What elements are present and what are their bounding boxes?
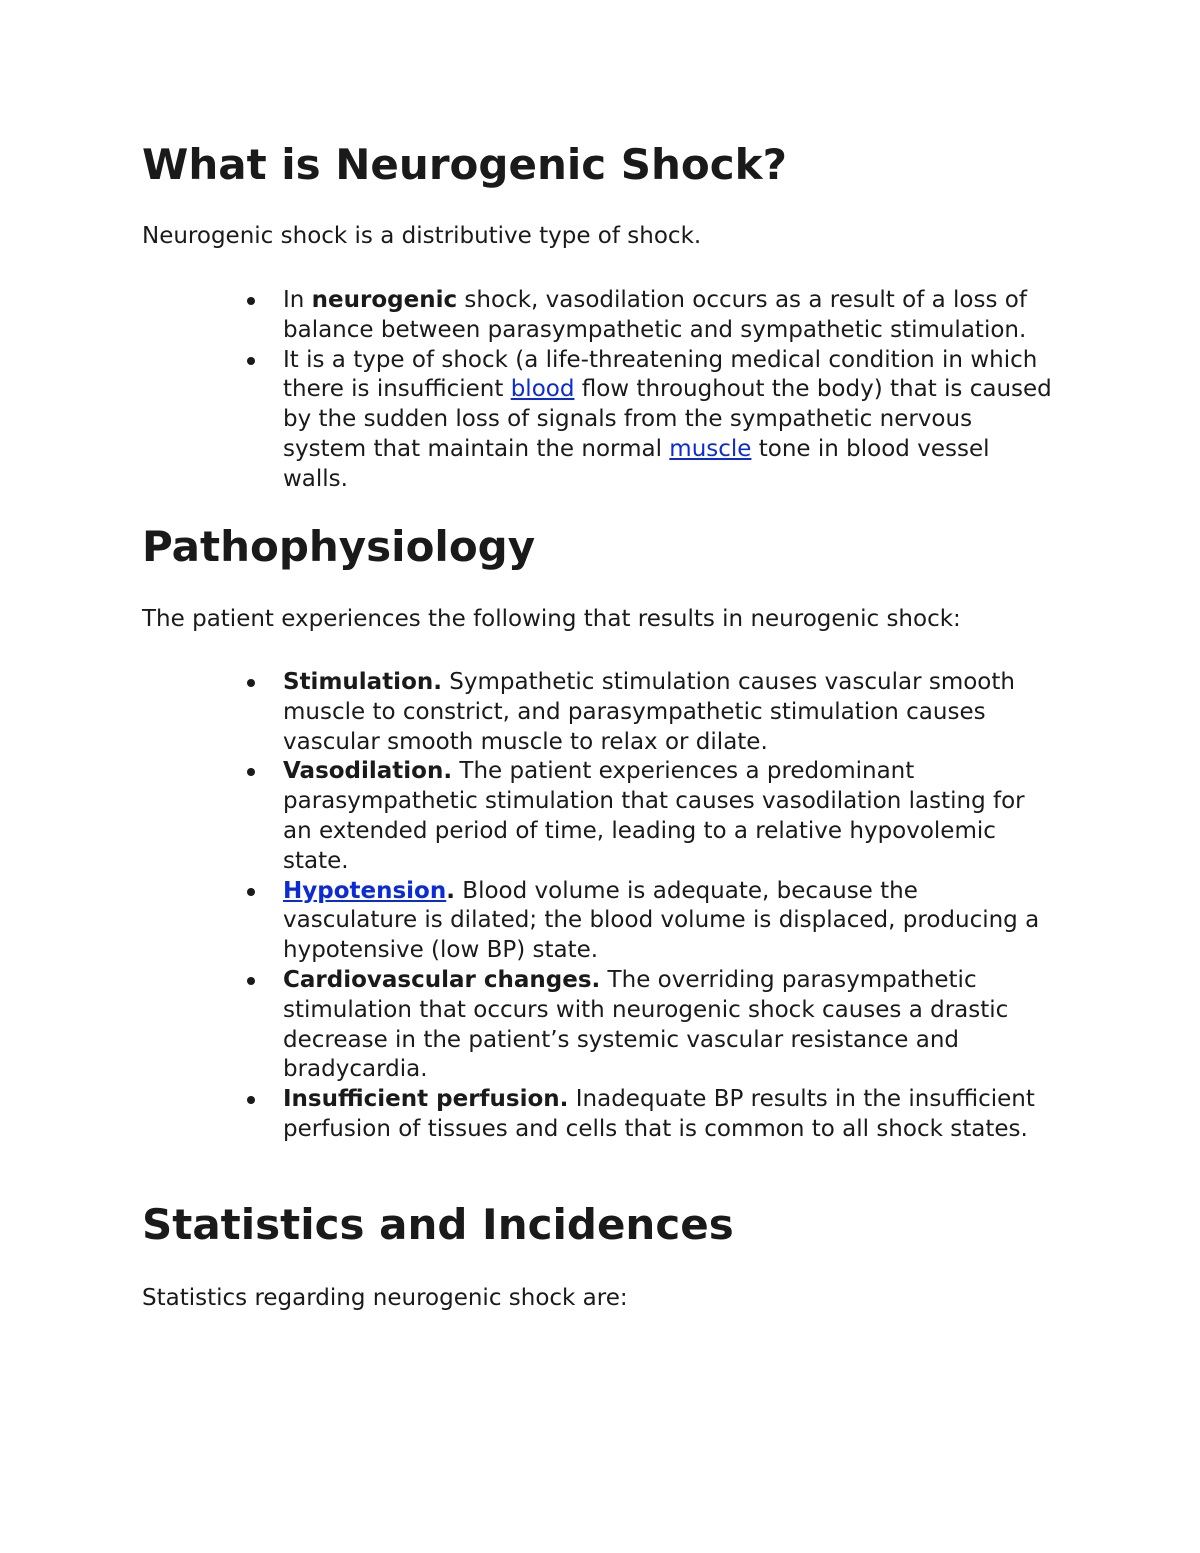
heading-what-is-neurogenic-shock: What is Neurogenic Shock?	[142, 140, 787, 189]
muscle-link[interactable]: muscle	[669, 435, 752, 462]
item-text: Blood volume is adequate, because the vasculature is dilated; the blood volume is displaced, producing a hypotensive (low BP) state.	[283, 877, 1040, 964]
item-term: Vasodilation.	[283, 758, 453, 785]
intro-paragraph: Neurogenic shock is a distributive type of shock.	[142, 223, 702, 249]
item-text-post: tone in blood vessel walls.	[283, 435, 990, 492]
bullet-icon	[247, 977, 255, 985]
pathophysiology-list	[283, 668, 1058, 1145]
item-term: Insufficient perfusion.	[283, 1086, 569, 1113]
item-term-suffix: .	[446, 877, 455, 904]
bullet-icon	[247, 1096, 255, 1104]
bullet-icon	[247, 357, 255, 365]
bullet-icon	[247, 297, 255, 305]
blood-link[interactable]: blood	[510, 376, 575, 403]
heading-pathophysiology: Pathophysiology	[142, 522, 536, 571]
bullet-icon	[247, 679, 255, 687]
item-text: The overriding parasympathetic stimulation that occurs with neurogenic shock causes a drastic decrease in the patient’s systemic vascular resistance and bradycardia.	[283, 966, 1009, 1083]
list-item	[283, 346, 1058, 495]
list-item-insufficient-perfusion	[283, 1085, 1058, 1145]
item-text-pre: It is a type of shock (a life-threatening medical condition in which there is insufficient	[283, 346, 1038, 403]
item-bold-term: neurogenic	[311, 287, 458, 313]
list-item-hypotension	[283, 877, 1058, 966]
item-text-post: shock, vasodilation occurs as a result of a loss of balance between parasympathetic and sympathetic stimulation.	[283, 287, 1027, 343]
item-text-mid: flow throughout the body) that is caused by the sudden loss of signals from the sympathetic nervous system that maintain the normal	[283, 376, 1052, 462]
item-text-pre: In	[283, 287, 312, 313]
item-term: Cardiovascular changes.	[283, 966, 601, 993]
item-text: Inadequate BP results in the insufficient perfusion of tissues and cells that is common to all shock states.	[283, 1086, 1035, 1142]
pathophysiology-intro: The patient experiences the following that results in neurogenic shock:	[142, 606, 961, 632]
list-item-stimulation	[283, 668, 1058, 757]
hypotension-link[interactable]: Hypotension	[283, 877, 447, 904]
list-item-vasodilation	[283, 757, 1058, 876]
item-term: Stimulation.	[283, 669, 442, 695]
heading-statistics-and-incidences: Statistics and Incidences	[142, 1200, 734, 1249]
item-text: The patient experiences a predominant parasympathetic stimulation that causes vasodilation lasting for an extended period of time, leading to a relative hypovolemic state.	[283, 758, 1025, 874]
list-item-cardiovascular-changes	[283, 966, 1058, 1085]
item-text: Sympathetic stimulation causes vascular smooth muscle to constrict, and parasympathetic stimulation causes vascular smooth muscle to relax or dilate.	[283, 669, 1015, 755]
bullet-icon	[247, 768, 255, 776]
statistics-intro: Statistics regarding neurogenic shock are:	[142, 1285, 628, 1311]
definition-list	[283, 286, 1058, 495]
bullet-icon	[247, 888, 255, 896]
list-item	[283, 286, 1058, 346]
